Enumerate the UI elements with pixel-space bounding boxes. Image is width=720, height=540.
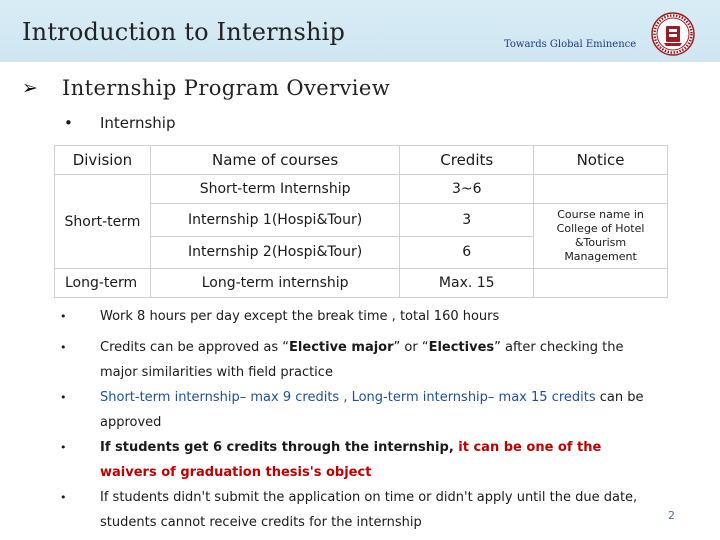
arrow-bullet-icon: ➢ — [22, 77, 38, 99]
note-highlight-blue: Short-term internship– max 9 credits , Long-term internship– max 15 credits — [100, 390, 596, 405]
bullet-dot-icon: • — [60, 341, 67, 354]
bullet-dot-icon: • — [60, 441, 67, 454]
sub-bullet-label: Internship — [100, 114, 176, 132]
section-heading-text: Internship Program Overview — [62, 76, 391, 100]
credits-value: 6 — [400, 236, 534, 269]
credits-value: 3 — [400, 204, 534, 237]
note-text: If students didn't submit the application on time or didn't apply until the due date, students cannot receive credits for the internship — [100, 490, 638, 530]
note-text-part: Credits can be approved as “ — [100, 340, 290, 355]
course-name: Short-term Internship — [150, 175, 400, 204]
course-name: Internship 2(Hospi&Tour) — [150, 236, 400, 269]
note-emphasis: Elective major — [289, 340, 394, 355]
program-table — [54, 145, 668, 298]
note-highlight-red: it can be one of the waivers of graduation thesis's object — [100, 440, 602, 480]
header-course-name: Name of courses — [150, 146, 400, 175]
note-text — [100, 335, 660, 385]
note-text: Work 8 hours per day except the break time , total 160 hours — [100, 309, 500, 324]
course-name: Internship 1(Hospi&Tour) — [150, 204, 400, 237]
notice-empty — [534, 269, 668, 298]
bullet-dot-icon: • — [60, 391, 67, 404]
note-emphasis: Electives — [428, 340, 495, 355]
credits-value: Max. 15 — [400, 269, 534, 298]
page-title: Introduction to Internship — [22, 18, 346, 46]
credits-value: 3~6 — [400, 175, 534, 204]
table-header-row — [55, 146, 668, 175]
tagline: Towards Global Eminence — [504, 39, 637, 50]
university-seal-icon — [651, 12, 695, 56]
bullet-dot-icon: • — [64, 114, 73, 132]
course-name: Long-term internship — [150, 269, 400, 298]
division-short-term: Short-term — [55, 175, 151, 269]
header-credits: Credits — [400, 146, 534, 175]
table-row — [55, 175, 668, 204]
page-number: 2 — [668, 509, 675, 522]
note-text-part: ” after checking the major similarities with field practice — [100, 340, 624, 380]
note-emphasis: If students get 6 credits through the internship, — [100, 440, 459, 455]
notice-empty — [534, 175, 668, 204]
section-heading — [22, 76, 390, 100]
sub-bullet-internship — [64, 114, 175, 132]
note-text-part: ” or “ — [393, 340, 429, 355]
header-notice: Notice — [534, 146, 668, 175]
note-text — [100, 435, 660, 485]
note-text — [100, 385, 660, 435]
bullet-dot-icon: • — [60, 491, 67, 504]
division-long-term: Long-term — [55, 269, 151, 298]
notice-text: Course name in College of Hotel &Tourism Management — [534, 204, 668, 269]
note-text-part: can be approved — [100, 390, 644, 430]
table-row — [55, 269, 668, 298]
bullet-dot-icon: • — [60, 310, 67, 323]
header-division: Division — [55, 146, 151, 175]
